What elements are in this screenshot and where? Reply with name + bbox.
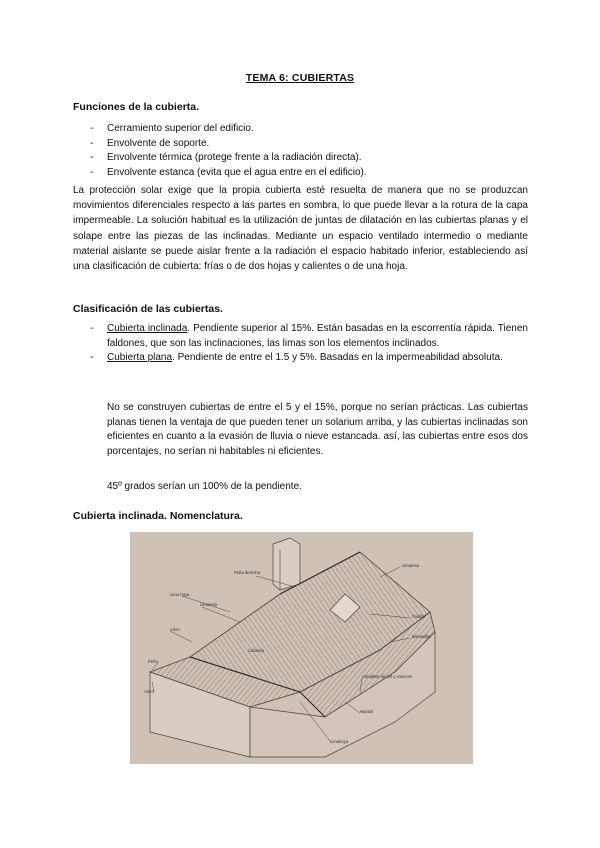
roof-drawing: [130, 532, 473, 764]
funciones-list: [90, 122, 530, 180]
term-description: . Pendiente superior al 15%. Están basadas en la escorrentía rápida. Tienen faldones, que son las inclinaciones, las limas son los elementos inclinados.: [107, 323, 528, 349]
page-title: TEMA 6: CUBIERTAS: [245, 72, 355, 84]
list-item: [90, 322, 528, 351]
label-limahoya: Limahoya: [330, 739, 349, 744]
label-limatesa-small: Limatesa: [200, 602, 217, 607]
pendiente-45-paragraph: 45º grados serían un 100% de la pendiente.: [107, 481, 302, 492]
pendientes-paragraph: No se construyen cubiertas de entre el 5 y el 15%, porque no serían prácticas. Las cubiertas planas tienen la ventaja de que pueden tener un solarium arriba, y las cubiertas inclinadas son eficientes en cuanto a la evasión de lluvia o nieve estancada. así, las cubiertas entre esos dos porcentajes, no serían ni habitables ni eficientes.: [107, 402, 528, 457]
list-item: - Envolvente de soporte.: [90, 137, 530, 152]
section-heading-funciones: Funciones de la cubierta.: [73, 101, 200, 113]
section-heading-nomenclatura: Cubierta inclinada. Nomenclatura.: [73, 510, 243, 522]
label-hastial: Hastial: [360, 709, 373, 714]
label-faldon: Faldón: [412, 614, 425, 619]
label-caballete: Caballete de sol y volumen: [362, 674, 413, 679]
list-item: [90, 351, 528, 366]
list-item: - Cerramiento superior del edificio.: [90, 122, 530, 137]
proteccion-paragraph: La protección solar exige que la propia cubierta esté resuelta de manera que no se produzcan movimientos diferenciales respecto a las partes en sombra, lo que puede llevar a la rotura de la capa impermeable. La solución habitual es la utilización de juntas de dilatación en las cubiertas planas y el solape entre las piezas de las inclinadas. Mediante un espacio ventilado intermedio o mediante material aislante se puede aislar frente a la radiación el espacio habitado inferior, estableciendo así una clasificación de cubierta: frías o de dos hojas y calientes o de una hoja.: [73, 185, 528, 273]
label-lima-hoya: Lima hoya: [170, 592, 190, 597]
label-limatesa: Limatesa: [402, 563, 419, 568]
term-description: . Pendiente de entre el 1.5 y 5%. Basadas en la impermeabilidad absoluta.: [172, 352, 503, 363]
label-cubierta: Cubierta: [248, 648, 264, 653]
label-buhardilla: Buhardilla: [412, 634, 431, 639]
list-item: - Envolvente térmica (protege frente a la radiación directa).: [90, 151, 530, 166]
section-heading-clasificacion: Clasificación de las cubiertas.: [73, 303, 223, 315]
clasificacion-list: [90, 322, 528, 366]
term-cubierta-inclinada: Cubierta inclinada: [107, 323, 188, 334]
label-pena-derecha: Peña derecha: [234, 570, 261, 575]
term-cubierta-plana: Cubierta plana: [107, 352, 173, 363]
label-alero: Alero: [170, 627, 180, 632]
label-alero-2: Alero: [144, 689, 154, 694]
roof-nomenclature-figure: [130, 532, 473, 764]
list-item: - Envolvente estanca (evita que el agua entre en el edificio).: [90, 166, 530, 181]
label-pena: Peña: [148, 659, 158, 664]
